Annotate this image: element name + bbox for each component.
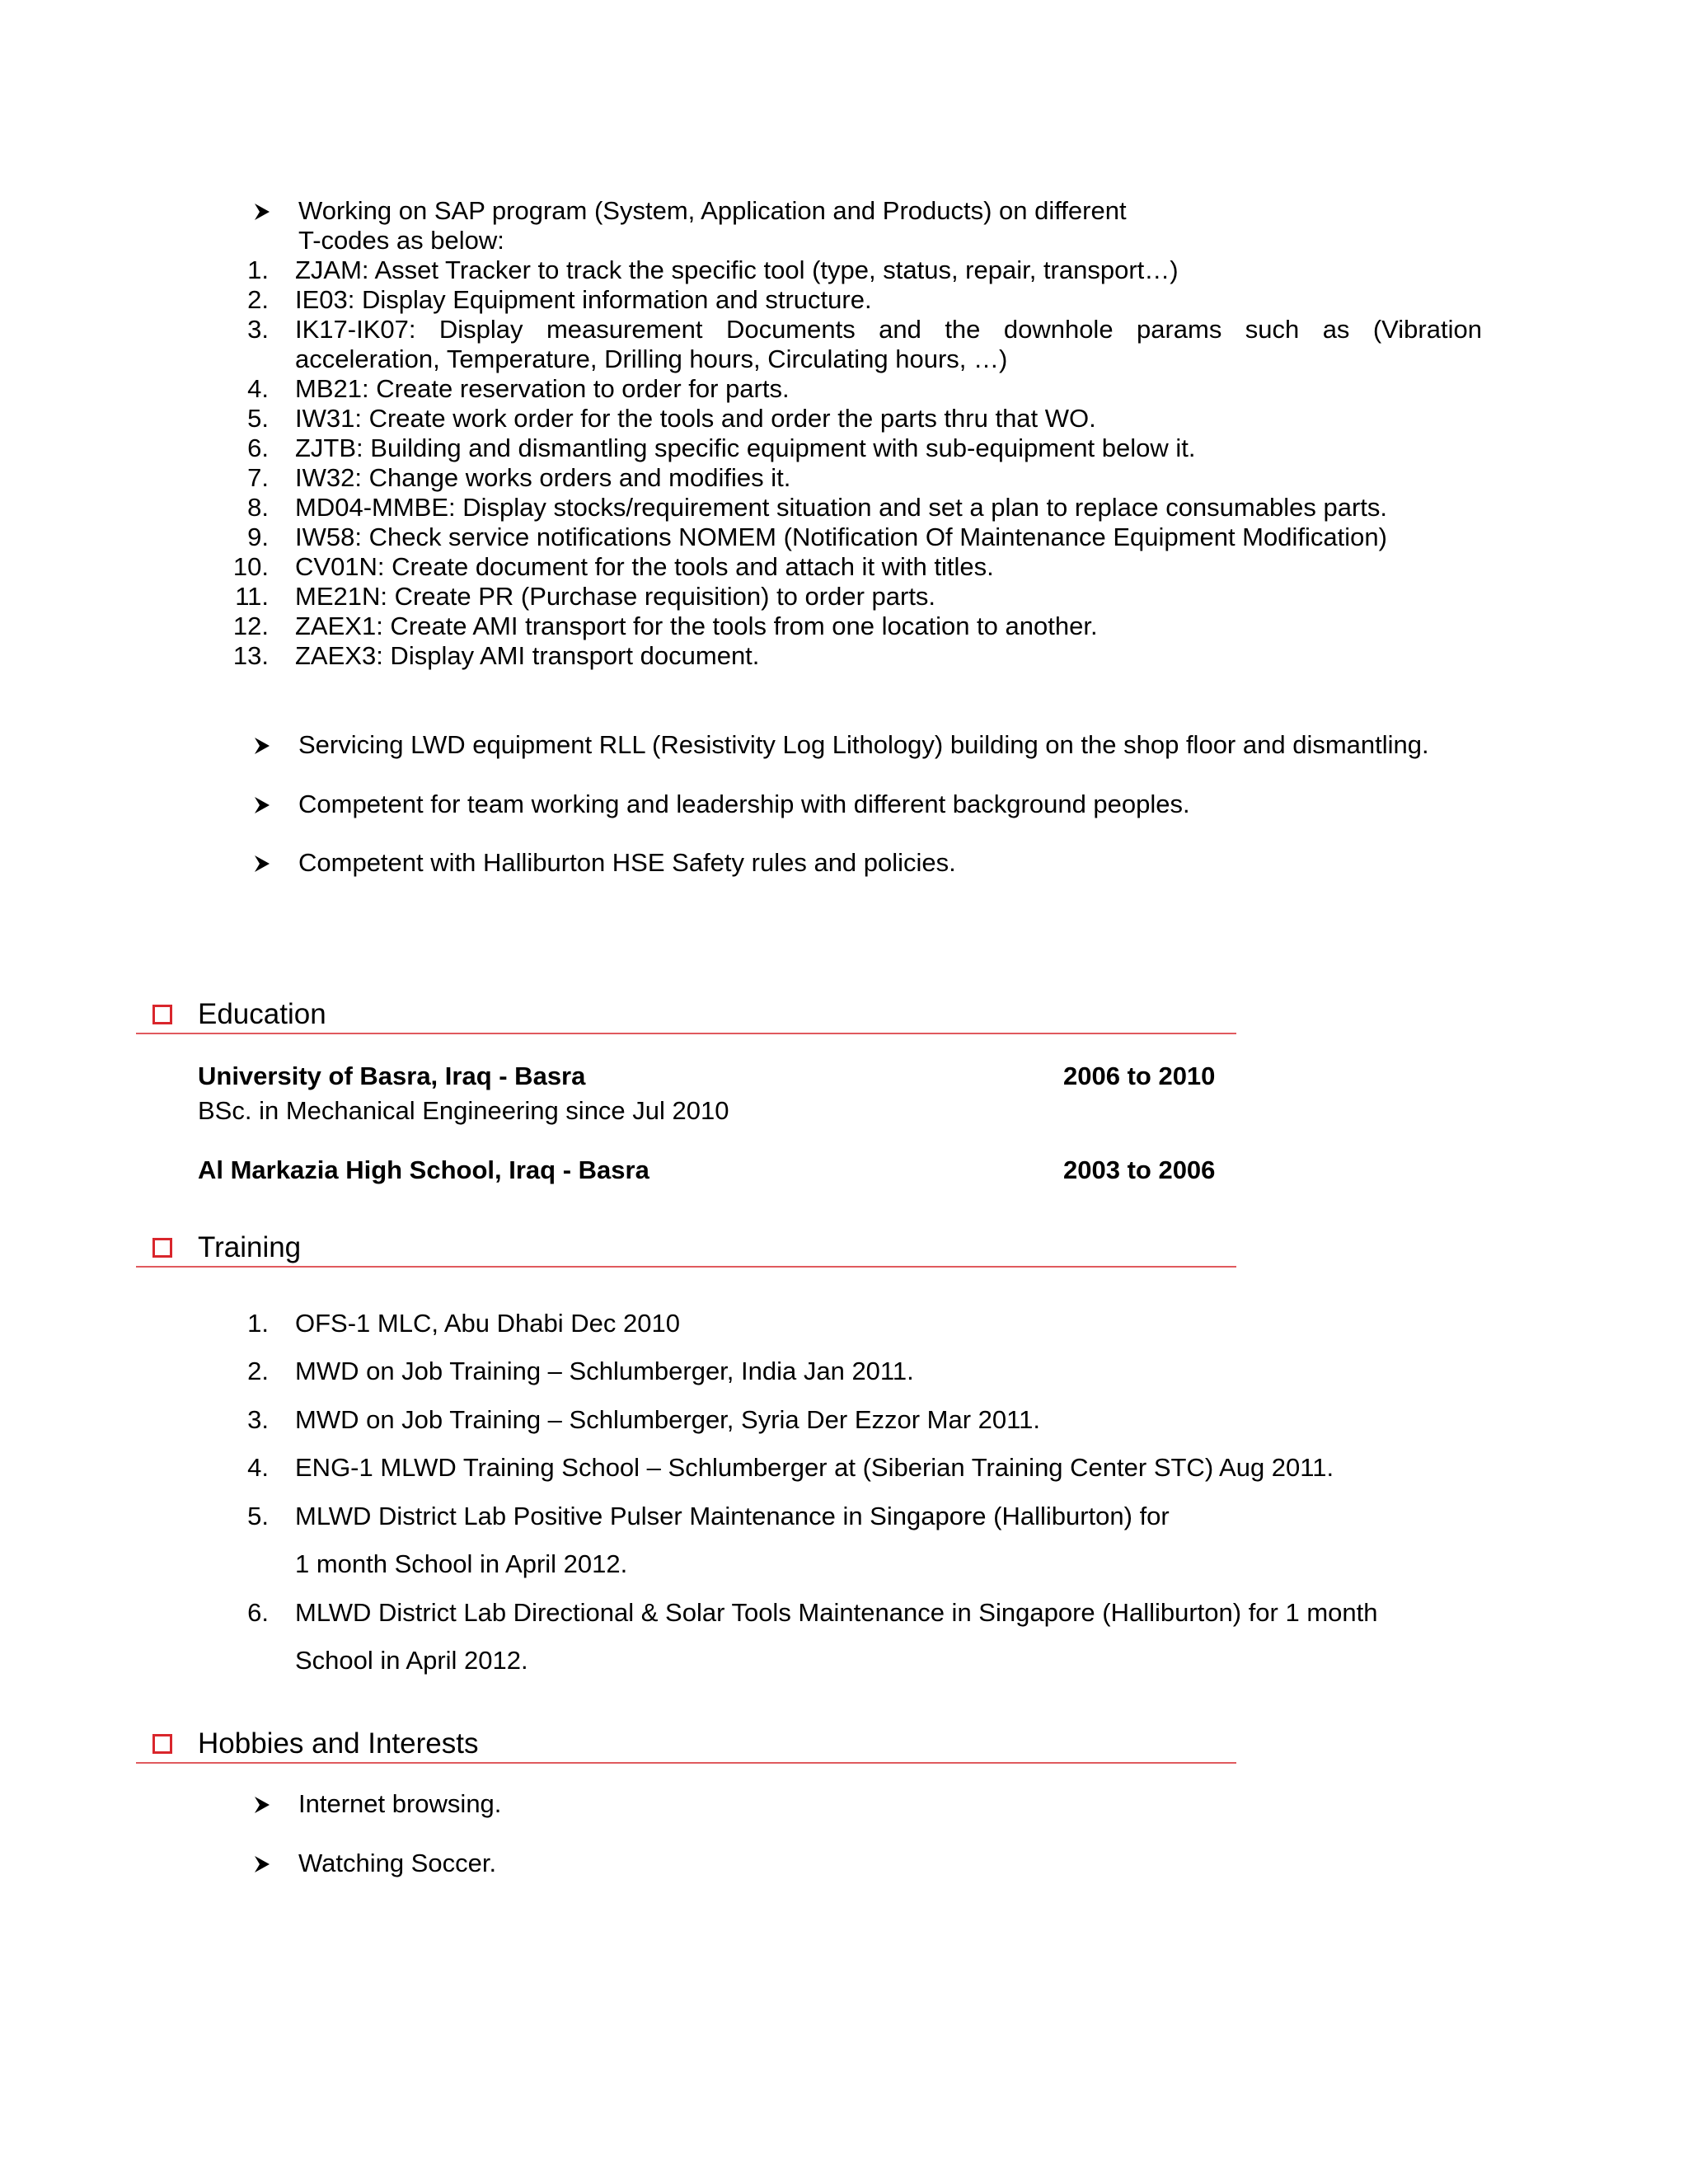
sap-item-number: 5. xyxy=(247,404,269,433)
word: measurement xyxy=(546,315,703,344)
training-item-number: 4. xyxy=(247,1453,269,1482)
education-school: Al Markazia High School, Iraq - Basra xyxy=(198,1155,649,1184)
sap-item-number: 7. xyxy=(247,463,269,492)
arrowhead-bullet-icon xyxy=(254,737,270,755)
sap-item-number: 3. xyxy=(247,315,269,344)
sap-item-number: 9. xyxy=(247,523,269,551)
sap-item-text: ZAEX1: Create AMI transport for the tools from one location to another. xyxy=(295,612,1098,640)
word: and xyxy=(879,315,921,344)
sap-item-number: 4. xyxy=(247,374,269,403)
sap-item-text: IW58: Check service notifications NOMEM (Notification Of Maintenance Equipment Modification) xyxy=(295,523,1387,551)
word: IK17-IK07: xyxy=(295,315,416,344)
sap-item-justified-line xyxy=(295,315,1482,344)
education-school: University of Basra, Iraq - Basra xyxy=(198,1062,586,1090)
training-item-text: MWD on Job Training – Schlumberger, India Jan 2011. xyxy=(295,1357,914,1385)
checkbox-square-icon xyxy=(152,1005,172,1024)
sap-item-text: ZJAM: Asset Tracker to track the specific tool (type, status, repair, transport…) xyxy=(295,255,1179,284)
sap-intro-line2: T-codes as below: xyxy=(298,226,504,255)
word: the xyxy=(945,315,981,344)
sap-item-text: CV01N: Create document for the tools and attach it with titles. xyxy=(295,552,994,581)
arrowhead-bullet-icon xyxy=(254,1796,270,1814)
word: downhole xyxy=(1003,315,1114,344)
training-item-text: MWD on Job Training – Schlumberger, Syria Der Ezzor Mar 2011. xyxy=(295,1405,1040,1434)
section-title-hobbies: Hobbies and Interests xyxy=(198,1727,479,1760)
sap-item-number: 2. xyxy=(247,285,269,314)
sap-item-text: ME21N: Create PR (Purchase requisition) to order parts. xyxy=(295,582,936,611)
training-item-number: 5. xyxy=(247,1502,269,1530)
section-divider xyxy=(136,1762,1236,1764)
arrowhead-bullet-icon xyxy=(254,1855,270,1873)
bullet-text: Servicing LWD equipment RLL (Resistivity Log Lithology) building on the shop floor and dismantling. xyxy=(298,730,1429,759)
training-item-text: MLWD District Lab Positive Pulser Maintenance in Singapore (Halliburton) for xyxy=(295,1502,1170,1530)
checkbox-square-icon xyxy=(152,1734,172,1754)
sap-item-number: 10. xyxy=(232,552,269,581)
sap-item-number: 13. xyxy=(232,641,269,670)
word: such xyxy=(1245,315,1300,344)
education-dates: 2006 to 2010 xyxy=(1063,1062,1216,1090)
sap-item-continuation: acceleration, Temperature, Drilling hours, Circulating hours, …) xyxy=(295,344,1008,373)
sap-item-text: ZJTB: Building and dismantling specific equipment with sub-equipment below it. xyxy=(295,434,1196,462)
training-item-text: MLWD District Lab Directional & Solar Tools Maintenance in Singapore (Halliburton) for 1 month xyxy=(295,1598,1378,1627)
sap-item-text: MB21: Create reservation to order for parts. xyxy=(295,374,790,403)
training-item-number: 3. xyxy=(247,1405,269,1434)
section-divider xyxy=(136,1266,1236,1268)
sap-item-text: ZAEX3: Display AMI transport document. xyxy=(295,641,760,670)
training-item-continuation: School in April 2012. xyxy=(295,1646,528,1675)
training-item-text: OFS-1 MLC, Abu Dhabi Dec 2010 xyxy=(295,1309,680,1338)
training-item-number: 1. xyxy=(247,1309,269,1338)
word: params xyxy=(1136,315,1222,344)
training-item-number: 2. xyxy=(247,1357,269,1385)
arrowhead-bullet-icon xyxy=(254,855,270,873)
education-dates: 2003 to 2006 xyxy=(1063,1155,1216,1184)
bullet-text: Competent for team working and leadership with different background peoples. xyxy=(298,790,1190,818)
hobby-item: Watching Soccer. xyxy=(298,1849,497,1877)
sap-intro-line1: Working on SAP program (System, Application and Products) on different xyxy=(298,196,1127,225)
sap-item-number: 6. xyxy=(247,434,269,462)
training-item-number: 6. xyxy=(247,1598,269,1627)
sap-item-number: 11. xyxy=(235,582,269,611)
word: as xyxy=(1322,315,1350,344)
sap-item-text: IW31: Create work order for the tools and order the parts thru that WO. xyxy=(295,404,1096,433)
arrowhead-bullet-icon xyxy=(254,796,270,814)
hobby-item: Internet browsing. xyxy=(298,1789,502,1818)
sap-item-text: MD04-MMBE: Display stocks/requirement situation and set a plan to replace consumables parts. xyxy=(295,493,1387,522)
word: (Vibration xyxy=(1372,315,1482,344)
education-detail: BSc. in Mechanical Engineering since Jul 2010 xyxy=(198,1096,729,1125)
sap-item-text: IE03: Display Equipment information and structure. xyxy=(295,285,872,314)
section-divider xyxy=(136,1033,1236,1034)
sap-item-number: 1. xyxy=(247,255,269,284)
section-title-training: Training xyxy=(198,1231,302,1263)
word: Documents xyxy=(725,315,856,344)
sap-item-number: 12. xyxy=(232,612,269,640)
sap-item-number: 8. xyxy=(247,493,269,522)
word: Display xyxy=(438,315,523,344)
training-item-continuation: 1 month School in April 2012. xyxy=(295,1549,628,1578)
bullet-text: Competent with Halliburton HSE Safety rules and policies. xyxy=(298,848,956,877)
checkbox-square-icon xyxy=(152,1238,172,1258)
sap-item-text: IW32: Change works orders and modifies it. xyxy=(295,463,791,492)
section-title-education: Education xyxy=(198,998,326,1030)
training-item-text: ENG-1 MLWD Training School – Schlumberger at (Siberian Training Center STC) Aug 2011. xyxy=(295,1453,1334,1482)
arrowhead-bullet-icon xyxy=(254,203,270,221)
